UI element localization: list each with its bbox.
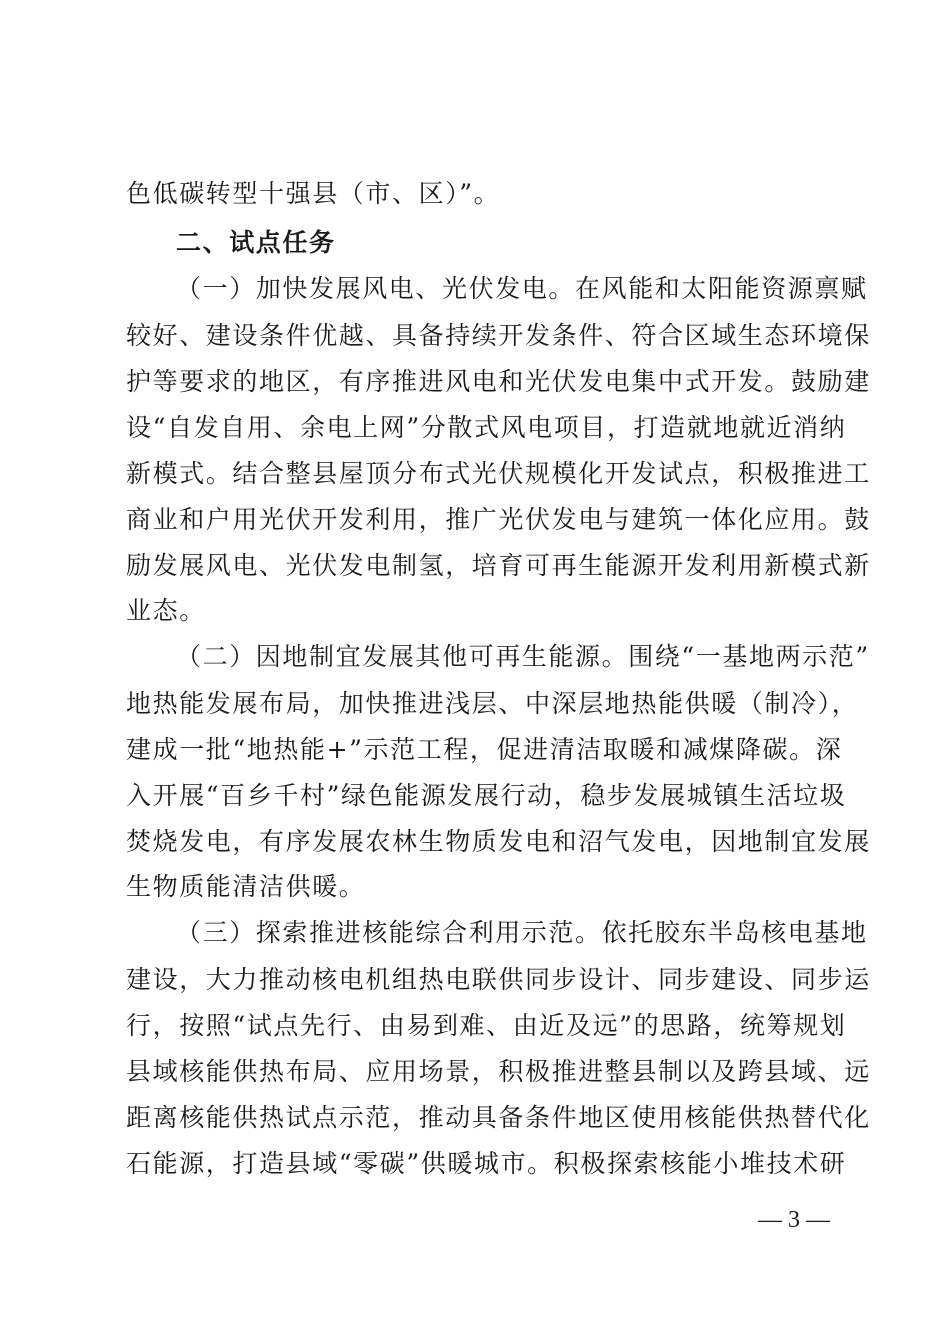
page-number: — 3 — bbox=[758, 1207, 830, 1233]
paragraph-line: 焚烧发电，有序发展农林生物质发电和沼气发电，因地制宜发展 bbox=[126, 827, 871, 856]
paragraph-line: 建成一批“地热能+”示范工程，促进清洁取暖和减煤降碳。深 bbox=[126, 735, 843, 764]
paragraph-line: 新模式。结合整县屋顶分布式光伏规模化开发试点，积极推进工 bbox=[126, 459, 871, 488]
paragraph-line: （二）因地制宜发展其他可再生能源。围绕“一基地两示范” bbox=[176, 642, 870, 671]
paragraph-line: 设“自发自用、余电上网”分散式风电项目，打造就地就近消纳 bbox=[126, 413, 847, 442]
paragraph-line: 建设，大力推动核电机组热电联供同步设计、同步建设、同步运 bbox=[126, 965, 871, 994]
continued-line: 色低碳转型十强县（市、区）”。 bbox=[126, 179, 501, 208]
paragraph-line: 商业和户用光伏开发利用，推广光伏发电与建筑一体化应用。鼓 bbox=[126, 505, 871, 534]
section-heading: 二、试点任务 bbox=[176, 228, 336, 257]
paragraph-line: 生物质能清洁供暖。 bbox=[126, 872, 366, 901]
paragraph-line: （三）探索推进核能综合利用示范。依托胶东半岛核电基地 bbox=[176, 918, 868, 947]
paragraph-line: 较好、建设条件优越、具备持续开发条件、符合区域生态环境保 bbox=[126, 321, 871, 350]
paragraph-line: 护等要求的地区，有序推进风电和光伏发电集中式开发。鼓励建 bbox=[126, 367, 871, 396]
paragraph-line: 石能源，打造县域“零碳”供暖城市。积极探索核能小堆技术研 bbox=[126, 1149, 847, 1178]
paragraph-line: 县域核能供热布局、应用场景，积极推进整县制以及跨县域、远 bbox=[126, 1057, 871, 1086]
paragraph-line: 业态。 bbox=[126, 596, 206, 625]
paragraph-line: 行，按照“试点先行、由易到难、由近及远”的思路，统筹规划 bbox=[126, 1011, 847, 1040]
paragraph-line: 入开展“百乡千村”绿色能源发展行动，稳步发展城镇生活垃圾 bbox=[126, 781, 847, 810]
paragraph-line: 励发展风电、光伏发电制氢，培育可再生能源开发利用新模式新 bbox=[126, 551, 871, 580]
paragraph-line: 地热能发展布局，加快推进浅层、中深层地热能供暖（制冷）， bbox=[126, 689, 859, 718]
paragraph-line: 距离核能供热试点示范，推动具备条件地区使用核能供热替代化 bbox=[126, 1103, 871, 1132]
paragraph-line: （一）加快发展风电、光伏发电。在风能和太阳能资源禀赋 bbox=[176, 274, 868, 303]
